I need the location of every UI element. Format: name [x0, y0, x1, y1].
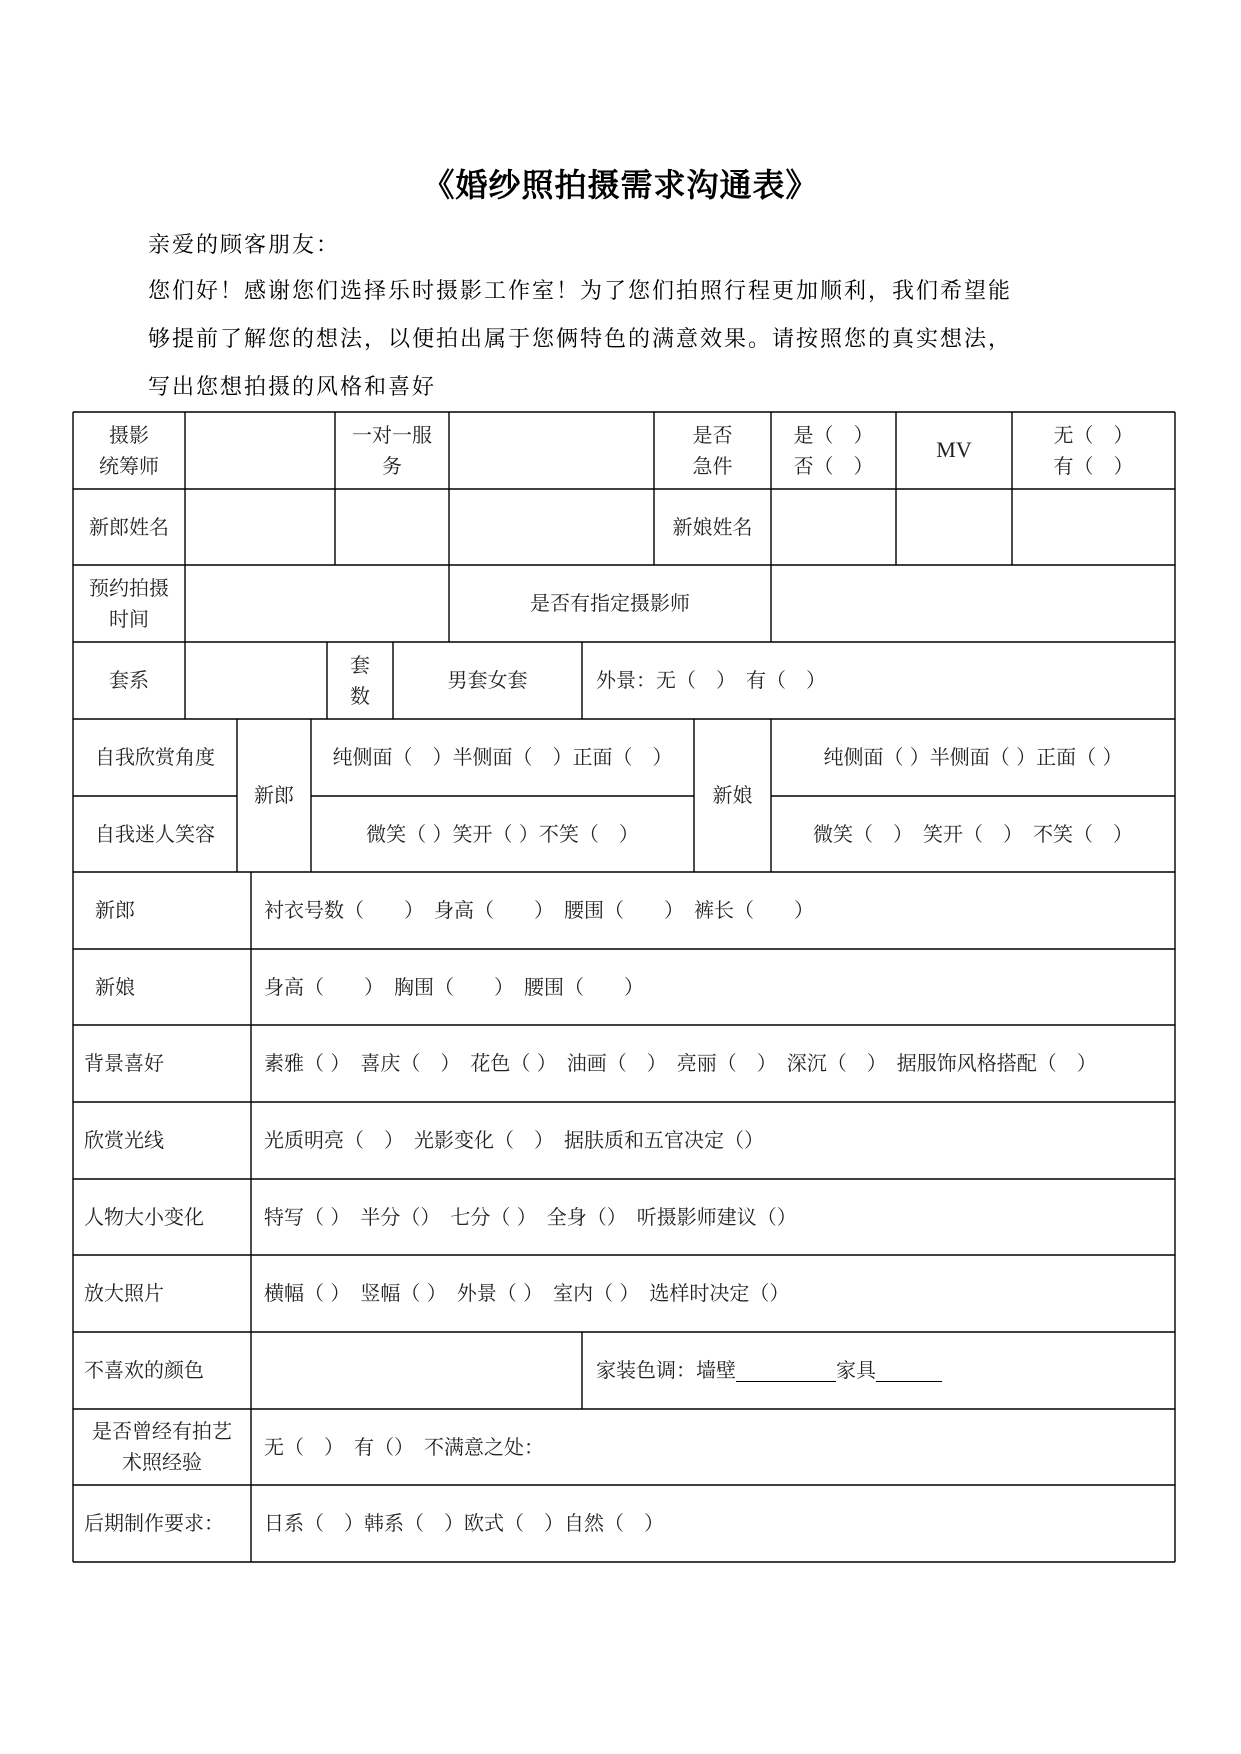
page-title: 《婚纱照拍摄需求沟通表》 — [422, 166, 819, 204]
post-production-label: 后期制作要求： — [84, 1511, 224, 1535]
mv-options[interactable] — [1012, 412, 1175, 489]
dislike-color-label: 不喜欢的颜色 — [84, 1358, 204, 1382]
bride-smile-options[interactable]: 微笑（ ） 笑开（ ） 不笑（ ） — [813, 821, 1133, 846]
bride-name-field[interactable] — [771, 489, 896, 565]
photographer-label: 摄影 统筹师 — [99, 422, 159, 478]
bride-block-label: 新娘 — [712, 783, 753, 807]
groom-size-label: 新郎 — [95, 898, 135, 922]
appointment-field[interactable] — [185, 565, 449, 642]
mv-no-option[interactable]: 无（ ） — [1053, 422, 1134, 447]
decor-wall-label: 家装色调：墙壁 — [596, 1358, 736, 1382]
intro-line-3: 写出您想拍摄的风格和喜好 — [148, 375, 437, 400]
groom-name-field[interactable] — [185, 489, 335, 565]
bride-angle-options[interactable]: 纯侧面（ ）半侧面（ ）正面（ ） — [823, 745, 1123, 769]
package-label: 套系 — [109, 668, 149, 692]
experience-label: 是否曾经有拍艺 术照经验 — [92, 1419, 232, 1474]
bride-name-label: 新娘姓名 — [672, 514, 753, 539]
intro-greeting: 亲爱的顾客朋友： — [148, 233, 341, 258]
enlarge-options[interactable]: 横幅（ ） 竖幅（ ） 外景（ ） 室内（ ） 选样时决定（） — [264, 1281, 790, 1305]
appointment-label: 预约拍摄 时间 — [89, 575, 169, 631]
designated-photographer-field[interactable] — [771, 565, 1175, 642]
size-change-options[interactable]: 特写（ ） 半分（） 七分（ ） 全身（） 听摄影师建议（） — [264, 1204, 797, 1229]
photographer-field[interactable] — [185, 412, 335, 489]
enlarge-label: 放大照片 — [84, 1281, 164, 1305]
package-field[interactable] — [185, 642, 327, 719]
groom-angle-options[interactable]: 纯侧面（ ）半侧面（ ）正面（ ） — [332, 745, 673, 769]
background-label: 背景喜好 — [84, 1051, 164, 1075]
mv-label: MV — [936, 437, 972, 463]
self-angle-label: 自我欣赏角度 — [95, 745, 215, 769]
bride-size-options[interactable]: 身高（ ） 胸围（ ） 腰围（ ） — [264, 974, 644, 999]
wall-color-blank[interactable] — [736, 1359, 836, 1382]
urgent-options[interactable] — [771, 412, 896, 489]
suits-label: 男套女套 — [447, 668, 528, 692]
sets-label: 套 数 — [350, 652, 370, 708]
groom-smile-options[interactable]: 微笑（ ）笑开（ ）不笑（ ） — [366, 821, 639, 846]
outdoor-options[interactable]: 外景：无（ ） 有（ ） — [596, 668, 826, 692]
light-options[interactable]: 光质明亮（ ） 光影变化（ ） 据肤质和五官决定（） — [264, 1128, 764, 1152]
experience-options[interactable]: 无（ ） 有（） 不满意之处： — [264, 1434, 544, 1459]
groom-name-label: 新郎姓名 — [89, 514, 169, 539]
groom-size-options[interactable]: 衬衣号数（ ） 身高（ ） 腰围（ ） 裤长（ ） — [264, 898, 814, 922]
light-label: 欣赏光线 — [84, 1128, 164, 1152]
urgent-yes-option[interactable]: 是（ ） — [793, 422, 874, 447]
designated-photographer-label: 是否有指定摄影师 — [530, 591, 690, 615]
background-options[interactable]: 素雅（ ） 喜庆（ ） 花色（ ） 油画（ ） 亮丽（ ） 深沉（ ） 据服饰风格搭配（ ） — [264, 1051, 1097, 1075]
intro-line-1: 您们好！感谢您们选择乐时摄影工作室！为了您们拍照行程更加顺利，我们希望能 — [148, 279, 1013, 304]
self-smile-label: 自我迷人笑容 — [95, 821, 215, 846]
home-decor-field[interactable] — [596, 1332, 1171, 1409]
intro-line-2: 够提前了解您的想法，以便拍出属于您俩特色的满意效果。请按照您的真实想法， — [148, 327, 1013, 352]
size-change-label: 人物大小变化 — [84, 1204, 204, 1229]
dislike-color-field[interactable] — [251, 1332, 582, 1409]
one-on-one-field[interactable] — [449, 412, 654, 489]
bride-size-label: 新娘 — [95, 974, 135, 999]
urgent-label: 是否 急件 — [692, 422, 733, 478]
groom-block-label: 新郎 — [254, 783, 294, 807]
furniture-color-blank[interactable] — [876, 1359, 942, 1382]
mv-yes-option[interactable]: 有（ ） — [1053, 453, 1134, 478]
one-on-one-label: 一对一服 务 — [352, 422, 432, 478]
post-production-options[interactable]: 日系（ ）韩系（ ）欧式（ ）自然（ ） — [264, 1511, 664, 1535]
furniture-label: 家具 — [836, 1358, 876, 1382]
urgent-no-option[interactable]: 否（ ） — [793, 453, 874, 478]
